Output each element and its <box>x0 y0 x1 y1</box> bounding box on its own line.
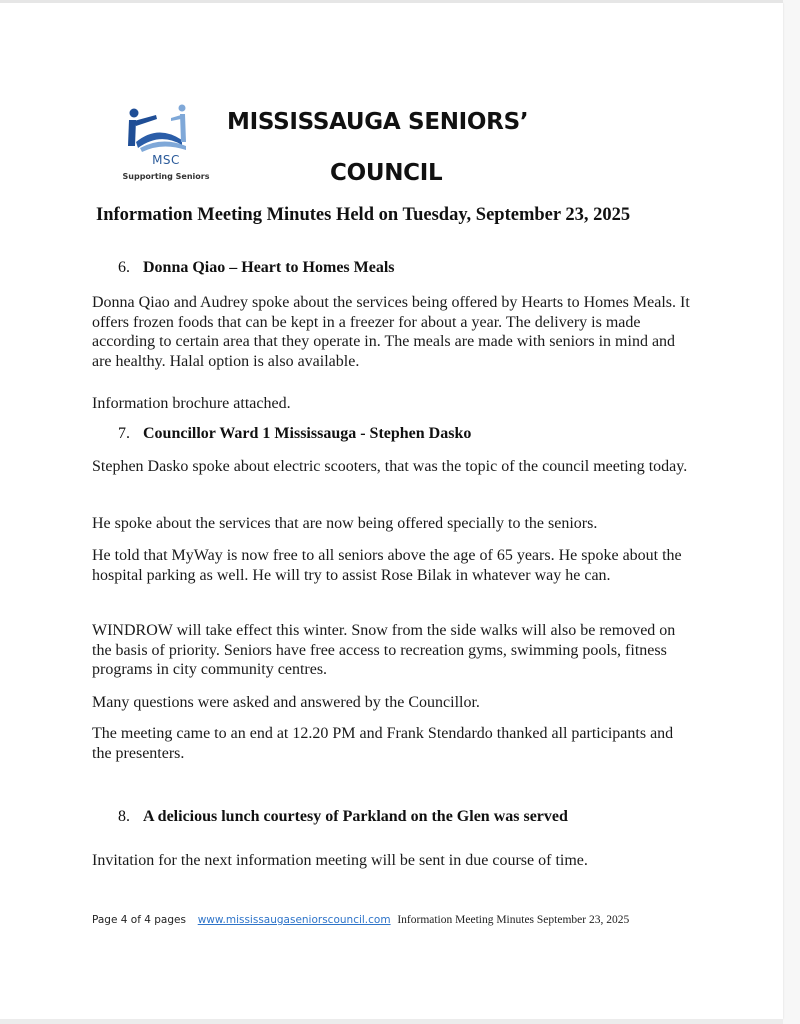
section-heading-7 <box>118 425 471 443</box>
org-name-line1: MISSISSAUGA SENIORS’ <box>227 109 529 135</box>
msc-logo <box>116 102 216 192</box>
paragraph: Invitation for the next information meeting will be sent in due course of time. <box>92 852 588 869</box>
paragraph: WINDROW will take effect this winter. Snow from the side walks will also be removed on the basis of priority. Seniors have free access to recreation gyms, swimming pools, fitness programs in city community centres. <box>92 622 676 678</box>
section-number: 8. <box>118 808 130 825</box>
section-number: 7. <box>118 425 130 442</box>
footer-info: Information Meeting Minutes September 23, 2025 <box>397 914 630 926</box>
logo-acronym: MSC <box>152 153 180 167</box>
section-heading-6 <box>118 259 395 277</box>
paragraph: He told that MyWay is now free to all seniors above the age of 65 years. He spoke about the hospital parking as well. He will try to assist Rose Bilak in whatever way he can. <box>92 547 682 584</box>
page-top-border <box>0 0 783 3</box>
paragraph: The meeting came to an end at 12.20 PM and Frank Stendardo thanked all participants and the presenters. <box>92 725 674 762</box>
section-title: Councillor Ward 1 Mississauga - Stephen Dasko <box>143 425 472 442</box>
paragraph: Stephen Dasko spoke about electric scooters, that was the topic of the council meeting today. <box>92 458 688 475</box>
paragraph: He spoke about the services that are now being offered specially to the seniors. <box>92 515 598 532</box>
section-heading-8 <box>118 808 568 826</box>
section-number: 6. <box>118 259 130 276</box>
page-footer <box>92 914 629 926</box>
document-subtitle: Information Meeting Minutes Held on Tuesday, September 23, 2025 <box>96 205 631 225</box>
section-title: A delicious lunch courtesy of Parkland on the Glen was served <box>143 808 568 825</box>
section-title: Donna Qiao – Heart to Homes Meals <box>143 259 395 276</box>
paragraph: Many questions were asked and answered by the Councillor. <box>92 694 480 711</box>
org-name-line2: COUNCIL <box>330 160 443 186</box>
paragraph: Information brochure attached. <box>92 395 291 412</box>
people-bridge-logo-icon <box>116 102 216 154</box>
website-link[interactable]: www.mississaugaseniorscouncil.com <box>197 914 391 926</box>
page-bottom-border <box>0 1019 783 1024</box>
paragraph: Donna Qiao and Audrey spoke about the services being offered by Hearts to Homes Meals. It offers frozen foods that can be kept in a freezer for about a year. The delivery is made according to certain area that they operate in. The meals are made with seniors in mind and are healthy. Halal option is also available. <box>92 294 690 370</box>
logo-tagline: Supporting Seniors <box>122 172 210 181</box>
page-number-label: Page 4 of 4 pages <box>92 914 186 926</box>
